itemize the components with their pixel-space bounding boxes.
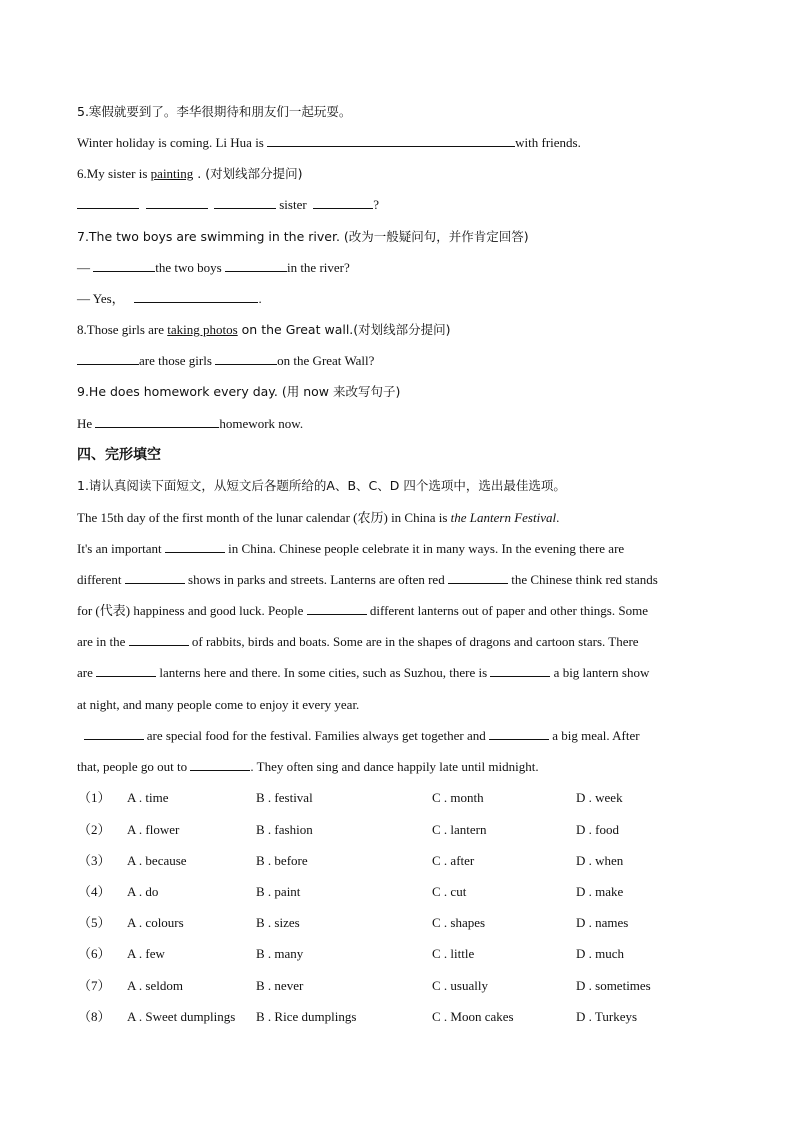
option-number: （1） xyxy=(78,790,111,805)
option-b[interactable]: B . Rice dumplings xyxy=(256,1009,357,1024)
cloze-blank-3[interactable] xyxy=(448,571,508,584)
question-6-prompt xyxy=(77,165,302,183)
option-b[interactable]: B . never xyxy=(256,978,304,993)
option-number: （7） xyxy=(78,978,111,993)
question-7-answer-line-1 xyxy=(77,259,350,277)
passage-text: are in the xyxy=(77,634,129,649)
passage-line-4 xyxy=(77,602,648,620)
option-b[interactable]: B . festival xyxy=(256,790,313,805)
option-d[interactable]: D . week xyxy=(576,790,623,805)
option-c[interactable]: C . cut xyxy=(432,884,467,899)
answer-blank[interactable] xyxy=(95,415,219,428)
option-a[interactable]: A . because xyxy=(127,853,187,868)
answer-blank[interactable] xyxy=(77,196,139,209)
option-a[interactable]: A . colours xyxy=(127,915,184,930)
option-b[interactable]: B . before xyxy=(256,853,308,868)
option-a[interactable]: A . few xyxy=(127,946,165,961)
passage-text: for (代表) happiness and good luck. People xyxy=(77,603,307,618)
cloze-blank-2[interactable] xyxy=(125,571,185,584)
question-5-sentence xyxy=(77,134,581,152)
option-c[interactable]: C . shapes xyxy=(432,915,486,930)
answer-blank[interactable] xyxy=(77,352,139,365)
cloze-blank-10[interactable] xyxy=(190,758,250,771)
cloze-blank-4[interactable] xyxy=(307,602,367,615)
option-d[interactable]: D . Turkeys xyxy=(576,1009,638,1024)
question-8-text-a: 8.Those girls are xyxy=(77,322,168,337)
question-7-mid-2: in the river? xyxy=(286,260,350,275)
passage-text: . xyxy=(556,510,560,525)
cloze-blank-1[interactable] xyxy=(165,540,225,553)
option-number: （4） xyxy=(78,884,111,899)
question-7-mid-1: the two boys xyxy=(155,260,225,275)
question-8-answer-line xyxy=(77,352,374,370)
answer-blank[interactable] xyxy=(93,259,155,272)
passage-line-2 xyxy=(77,540,624,558)
option-d[interactable]: D . much xyxy=(576,946,625,961)
passage-text: that, people go out to xyxy=(77,759,191,774)
option-d[interactable]: D . food xyxy=(576,822,619,837)
passage-text: lanterns here and there. In some cities, such as Suzhou, there is xyxy=(156,665,491,680)
question-7-yes: — Yes， xyxy=(77,291,125,306)
option-b[interactable]: B . sizes xyxy=(256,915,300,930)
question-9-answer-line xyxy=(77,415,303,433)
question-6-text-b: . (对划线部分提问) xyxy=(193,166,303,181)
question-7-prompt: 7.The two boys are swimming in the river. (改为一般疑问句，并作肯定回答) xyxy=(77,229,529,244)
passage-text: different lanterns out of paper and other things. Some xyxy=(366,603,648,618)
cloze-blank-9[interactable] xyxy=(489,727,549,740)
passage-line-6 xyxy=(77,664,649,682)
answer-blank[interactable] xyxy=(313,196,373,209)
question-9-prompt: 9.He does homework every day. (用 now 来改写句子) xyxy=(77,384,401,399)
answer-blank[interactable] xyxy=(225,259,287,272)
option-b[interactable]: B . paint xyxy=(256,884,301,899)
question-6-text-a: 6.My sister is xyxy=(77,166,151,181)
question-8-underlined: taking photos xyxy=(167,322,238,337)
option-a[interactable]: A . Sweet dumplings xyxy=(127,1009,236,1024)
option-c[interactable]: C . little xyxy=(432,946,475,961)
option-number: （8） xyxy=(78,1009,111,1024)
passage-text: of rabbits, birds and boats. Some are in the shapes of dragons and cartoon stars. There xyxy=(188,634,639,649)
answer-blank[interactable] xyxy=(146,196,208,209)
question-6-answer-word: sister xyxy=(276,197,310,212)
option-number: （3） xyxy=(78,853,111,868)
option-a[interactable]: A . do xyxy=(127,884,159,899)
option-number: （2） xyxy=(78,822,111,837)
answer-blank[interactable] xyxy=(215,352,277,365)
option-d[interactable]: D . names xyxy=(576,915,629,930)
passage-text: different xyxy=(77,572,125,587)
question-9-end: homework now. xyxy=(219,416,304,431)
cloze-blank-6[interactable] xyxy=(96,664,156,677)
question-6-answer-line: sister ? xyxy=(77,196,379,214)
passage-text: It's an important xyxy=(77,541,165,556)
question-5-text-a: Winter holiday is coming. Li Hua is xyxy=(77,135,268,150)
passage-line-5 xyxy=(77,633,639,651)
option-c[interactable]: C . after xyxy=(432,853,475,868)
option-a[interactable]: A . time xyxy=(127,790,169,805)
option-a[interactable]: A . flower xyxy=(127,822,180,837)
passage-text: shows in parks and streets. Lanterns are often red xyxy=(184,572,448,587)
passage-line-3 xyxy=(77,571,658,589)
question-7-answer-line-2: — Yes， . xyxy=(77,291,262,306)
question-8-mid-2: on the Great Wall? xyxy=(277,353,375,368)
passage-line-1 xyxy=(77,509,559,527)
option-a[interactable]: A . seldom xyxy=(127,978,183,993)
passage-line-8 xyxy=(77,727,640,745)
option-c[interactable]: C . month xyxy=(432,790,484,805)
passage-text: are special food for the festival. Families always get together and xyxy=(143,728,489,743)
answer-blank[interactable] xyxy=(134,290,258,303)
answer-blank[interactable] xyxy=(214,196,276,209)
passage-line-7: at night, and many people come to enjoy it every year. xyxy=(77,697,360,712)
question-5-text-b: with friends. xyxy=(515,135,581,150)
question-8-prompt xyxy=(77,321,451,339)
option-d[interactable]: D . when xyxy=(576,853,624,868)
question-5-prompt: 5.寒假就要到了。李华很期待和朋友们一起玩耍。 xyxy=(77,104,352,119)
cloze-blank-7[interactable] xyxy=(490,664,550,677)
option-c[interactable]: C . Moon cakes xyxy=(432,1009,514,1024)
answer-blank[interactable] xyxy=(267,134,515,147)
dash: — xyxy=(77,260,94,275)
section-heading: 四、完形填空 xyxy=(77,447,161,463)
passage-text: are xyxy=(77,665,97,680)
option-number: （5） xyxy=(78,915,111,930)
cloze-blank-5[interactable] xyxy=(129,633,189,646)
cloze-blank-8[interactable] xyxy=(84,727,144,740)
option-d[interactable]: D . sometimes xyxy=(576,978,651,993)
question-9-he: He xyxy=(77,416,96,431)
section-instruction: 1.请认真阅读下面短文，从短文后各题所给的A、B、C、D 四个选项中，选出最佳选项。 xyxy=(77,478,566,493)
option-b[interactable]: B . fashion xyxy=(256,822,313,837)
passage-line-9 xyxy=(77,758,539,776)
option-number: （6） xyxy=(78,946,111,961)
question-8-mid-1: are those girls xyxy=(139,353,216,368)
option-c[interactable]: C . usually xyxy=(432,978,488,993)
passage-text: in China. Chinese people celebrate it in many ways. In the evening there are xyxy=(224,541,625,556)
option-c[interactable]: C . lantern xyxy=(432,822,487,837)
question-8-text-b: on the Great wall.(对划线部分提问) xyxy=(237,322,451,337)
question-6-underlined: painting xyxy=(150,166,194,181)
passage-text: a big lantern show xyxy=(550,665,650,680)
option-d[interactable]: D . make xyxy=(576,884,624,899)
passage-text: the Chinese think red stands xyxy=(507,572,658,587)
passage-text: a big meal. After xyxy=(548,728,640,743)
passage-text: The 15th day of the first month of the lunar calendar (农历) in China is xyxy=(77,510,451,525)
passage-text: . They often sing and dance happily late until midnight. xyxy=(250,759,539,774)
option-b[interactable]: B . many xyxy=(256,946,304,961)
passage-italic-title: the Lantern Festival xyxy=(450,510,557,525)
